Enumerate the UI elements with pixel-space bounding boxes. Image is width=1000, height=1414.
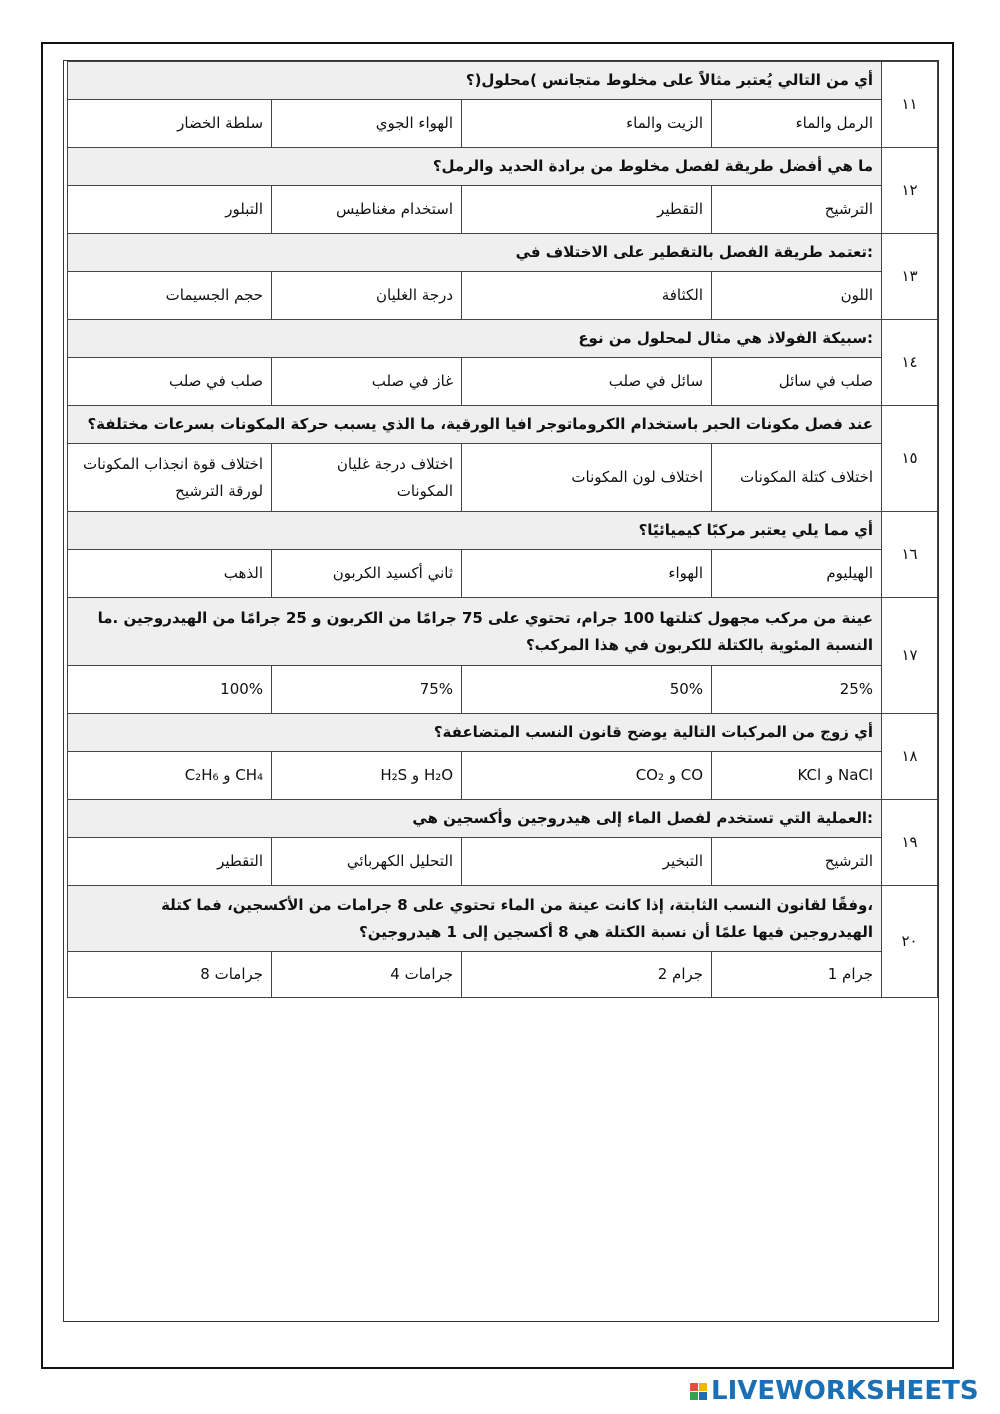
answer-option-2[interactable]: التقطير: [462, 186, 712, 234]
answer-option-3[interactable]: اختلاف درجة غليان المكونات: [272, 444, 462, 512]
question-row: [68, 406, 938, 444]
options-row: [68, 838, 938, 886]
options-row: [68, 550, 938, 598]
question-number: ١٦: [882, 512, 938, 598]
answer-option-4[interactable]: 100%: [68, 666, 272, 714]
answer-option-2[interactable]: سائل في صلب: [462, 358, 712, 406]
answer-option-1[interactable]: NaCl و KCl: [712, 752, 882, 800]
question-row: [68, 714, 938, 752]
options-row: [68, 100, 938, 148]
question-text: ،وفقًا لقانون النسب الثابتة، إذا كانت عينة من الماء تحتوي على 8 جرامات من الأكسجين، فما كتلة الهيدروجين فيها علمًا أن نسبة الكتلة هي 8 أكسجين إلى 1 هيدروجين؟: [68, 886, 882, 952]
answer-option-1[interactable]: اللون: [712, 272, 882, 320]
answer-option-1[interactable]: جرام 1: [712, 952, 882, 998]
answer-option-1[interactable]: الترشيح: [712, 838, 882, 886]
question-number: ١٧: [882, 598, 938, 714]
answer-option-1[interactable]: الهيليوم: [712, 550, 882, 598]
answer-option-2[interactable]: 50%: [462, 666, 712, 714]
question-row: [68, 62, 938, 100]
options-row: [68, 358, 938, 406]
answer-option-4[interactable]: سلطة الخضار: [68, 100, 272, 148]
question-number: ١٢: [882, 148, 938, 234]
answer-option-1[interactable]: الترشيح: [712, 186, 882, 234]
question-row: [68, 886, 938, 952]
answer-option-4[interactable]: اختلاف قوة انجذاب المكونات لورقة الترشيح: [68, 444, 272, 512]
question-text: عند فصل مكونات الحبر باستخدام الكروماتوجر افيا الورقية، ما الذي يسبب حركة المكونات بسرعات مختلفة؟: [68, 406, 882, 444]
answer-option-3[interactable]: الهواء الجوي: [272, 100, 462, 148]
question-text: أي من التالي يُعتبر مثالاً على مخلوط متجانس )محلول(؟: [68, 62, 882, 100]
answer-option-4[interactable]: صلب في صلب: [68, 358, 272, 406]
answer-option-3[interactable]: درجة الغليان: [272, 272, 462, 320]
question-text: :سبيكة الفولاذ هي مثال لمحلول من نوع: [68, 320, 882, 358]
answer-option-1[interactable]: صلب في سائل: [712, 358, 882, 406]
answer-option-2[interactable]: اختلاف لون المكونات: [462, 444, 712, 512]
question-text: :تعتمد طريقة الفصل بالتقطير على الاختلاف في: [68, 234, 882, 272]
options-row: [68, 952, 938, 998]
answer-option-4[interactable]: التبلور: [68, 186, 272, 234]
answer-option-2[interactable]: التبخير: [462, 838, 712, 886]
question-number: ١٥: [882, 406, 938, 512]
question-text: أي مما يلي يعتبر مركبًا كيميائيًا؟: [68, 512, 882, 550]
question-number: ١٩: [882, 800, 938, 886]
answer-option-4[interactable]: CH₄ و C₂H₆: [68, 752, 272, 800]
answer-option-1[interactable]: الرمل والماء: [712, 100, 882, 148]
answer-option-3[interactable]: غاز في صلب: [272, 358, 462, 406]
options-row: [68, 666, 938, 714]
answer-option-2[interactable]: الزيت والماء: [462, 100, 712, 148]
answer-option-3[interactable]: 75%: [272, 666, 462, 714]
question-row: [68, 148, 938, 186]
answer-option-3[interactable]: H₂O و H₂S: [272, 752, 462, 800]
answer-option-2[interactable]: الهواء: [462, 550, 712, 598]
answer-option-2[interactable]: جرام 2: [462, 952, 712, 998]
answer-option-1[interactable]: 25%: [712, 666, 882, 714]
question-text: :العملية التي تستخدم لفصل الماء إلى هيدروجين وأكسجين هي: [68, 800, 882, 838]
options-row: [68, 444, 938, 512]
answer-option-4[interactable]: جرامات 8: [68, 952, 272, 998]
quiz-table: [67, 61, 938, 998]
question-number: ١٨: [882, 714, 938, 800]
question-text: أي زوج من المركبات التالية يوضح قانون النسب المتضاعفة؟: [68, 714, 882, 752]
question-text: عينة من مركب مجهول كتلتها 100 جرام، تحتوي على 75 جرامًا من الكربون و 25 جرامًا من الهيدروجين .ما النسبة المئوية بالكتلة للكربون في هذا المركب؟: [68, 598, 882, 666]
options-row: [68, 272, 938, 320]
question-row: [68, 598, 938, 666]
question-row: [68, 512, 938, 550]
options-row: [68, 186, 938, 234]
answer-option-2[interactable]: الكثافة: [462, 272, 712, 320]
answer-option-4[interactable]: التقطير: [68, 838, 272, 886]
question-text: ما هي أفضل طريقة لفصل مخلوط من برادة الحديد والرمل؟: [68, 148, 882, 186]
question-row: [68, 234, 938, 272]
question-number: ١٤: [882, 320, 938, 406]
answer-option-4[interactable]: حجم الجسيمات: [68, 272, 272, 320]
answer-option-3[interactable]: ثاني أكسيد الكربون: [272, 550, 462, 598]
logo-text: LIVEWORKSHEETS: [711, 1376, 979, 1406]
question-number: ٢٠: [882, 886, 938, 998]
logo-mark-icon: [690, 1383, 707, 1400]
answer-option-3[interactable]: جرامات 4: [272, 952, 462, 998]
question-row: [68, 320, 938, 358]
question-row: [68, 800, 938, 838]
answer-option-1[interactable]: اختلاف كتلة المكونات: [712, 444, 882, 512]
question-number: ١١: [882, 62, 938, 148]
answer-option-3[interactable]: التحليل الكهربائي: [272, 838, 462, 886]
question-number: ١٣: [882, 234, 938, 320]
answer-option-3[interactable]: استخدام مغناطيس: [272, 186, 462, 234]
answer-option-2[interactable]: CO و CO₂: [462, 752, 712, 800]
liveworksheets-logo: [690, 1376, 979, 1406]
options-row: [68, 752, 938, 800]
answer-option-4[interactable]: الذهب: [68, 550, 272, 598]
